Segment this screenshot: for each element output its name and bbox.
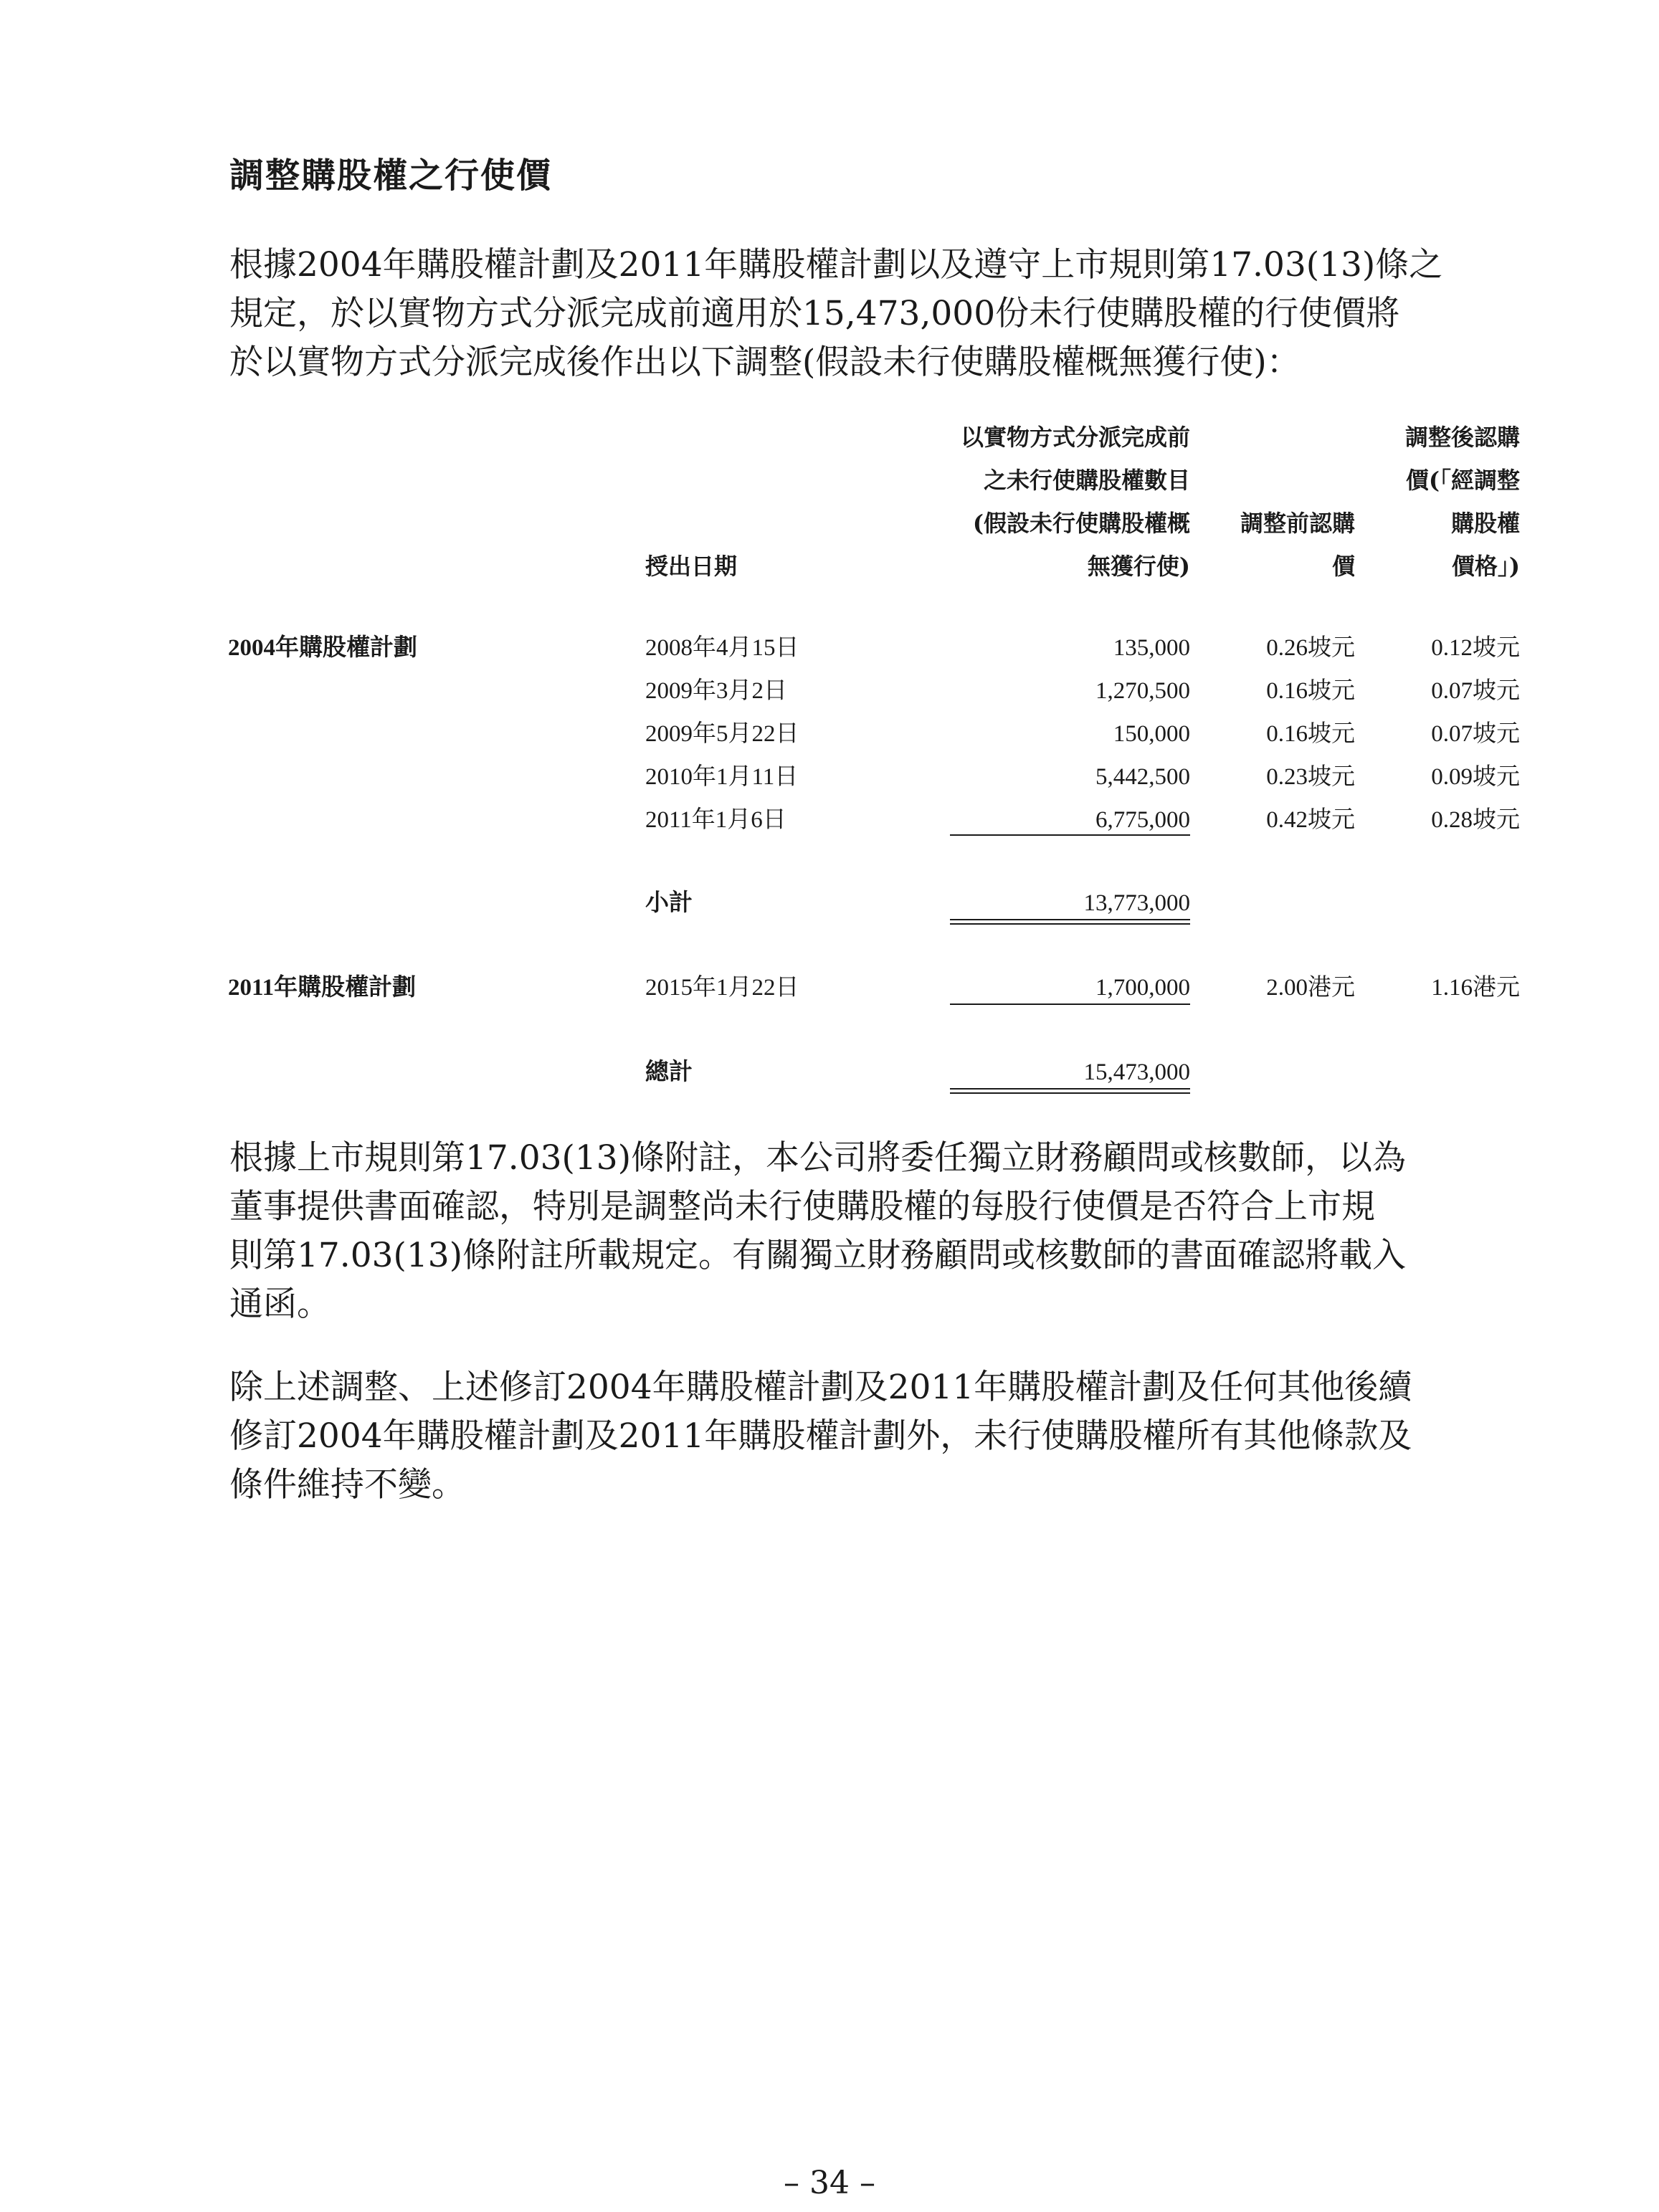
table-cell-count: 5,442,500 bbox=[1095, 764, 1190, 790]
page-number: – 34 – bbox=[784, 2165, 875, 2201]
table-cell-date: 2011年1月6日 bbox=[645, 807, 786, 833]
total-value: 15,473,000 bbox=[1083, 1059, 1190, 1085]
header-post-line: 價(「經調整 bbox=[1405, 467, 1520, 494]
double-underline-rule bbox=[950, 1088, 1190, 1094]
paragraph-line: 通函。 bbox=[229, 1284, 331, 1324]
section-title: 調整購股權之行使價 bbox=[229, 156, 553, 196]
header-count-line: 無獲行使) bbox=[1087, 553, 1190, 580]
underline-rule bbox=[950, 1003, 1190, 1005]
table-cell-post: 0.12坡元 bbox=[1431, 635, 1520, 661]
paragraph-line: 條件維持不變。 bbox=[229, 1465, 465, 1505]
table-cell-date: 2015年1月22日 bbox=[645, 975, 799, 1001]
table-cell-count: 1,270,500 bbox=[1095, 678, 1190, 704]
header-post-line: 購股權 bbox=[1450, 510, 1520, 537]
table-cell-pre: 0.26坡元 bbox=[1266, 635, 1355, 661]
header-outstanding-count bbox=[860, 416, 1190, 588]
table-cell-pre: 0.42坡元 bbox=[1266, 807, 1355, 833]
header-pre-line: 調整前認購 bbox=[1240, 510, 1355, 537]
header-post-price bbox=[1362, 416, 1520, 588]
table-cell-count: 150,000 bbox=[1113, 721, 1190, 747]
double-underline-rule bbox=[950, 919, 1190, 925]
terms-paragraph bbox=[229, 1363, 1517, 1510]
table-cell-post: 0.07坡元 bbox=[1431, 721, 1520, 747]
header-pre-price bbox=[1204, 502, 1355, 588]
table-cell-count: 1,700,000 bbox=[1095, 975, 1190, 1001]
table-cell-pre: 0.23坡元 bbox=[1266, 764, 1355, 790]
subtotal-value: 13,773,000 bbox=[1083, 890, 1190, 916]
total-label: 總計 bbox=[645, 1059, 693, 1085]
header-count-line: 以實物方式分派完成前 bbox=[960, 424, 1190, 451]
table-cell-count: 6,775,000 bbox=[1095, 807, 1190, 833]
header-post-line: 調整後認購 bbox=[1404, 424, 1520, 451]
table-cell-pre: 2.00港元 bbox=[1266, 975, 1355, 1001]
table-cell-date: 2009年3月2日 bbox=[645, 678, 787, 704]
header-count-line: 之未行使購股權數目 bbox=[983, 467, 1190, 494]
intro-line: 於以實物方式分派完成後作出以下調整(假設未行使購股權概無獲行使)： bbox=[229, 343, 1301, 382]
intro-paragraph bbox=[229, 241, 1517, 387]
table-cell-count: 135,000 bbox=[1113, 635, 1190, 661]
plan-2004-label: 2004年購股權計劃 bbox=[228, 635, 417, 661]
intro-line: 規定，於以實物方式分派完成前適用於15,473,000份未行使購股權的行使價將 bbox=[229, 294, 1400, 333]
table-cell-pre: 0.16坡元 bbox=[1266, 721, 1355, 747]
underline-rule bbox=[950, 834, 1190, 836]
paragraph-line: 則第17.03(13)條附註所載規定。有關獨立財務顧問或核數師的書面確認將載入 bbox=[229, 1236, 1407, 1275]
table-cell-post: 0.09坡元 bbox=[1431, 764, 1520, 790]
table-cell-date: 2009年5月22日 bbox=[645, 721, 799, 747]
paragraph-line: 修訂2004年購股權計劃及2011年購股權計劃外，未行使購股權所有其他條款及 bbox=[229, 1416, 1412, 1456]
paragraph-line: 董事提供書面確認，特別是調整尚未行使購股權的每股行使價是否符合上市規 bbox=[229, 1187, 1375, 1226]
table-cell-post: 0.07坡元 bbox=[1431, 678, 1520, 704]
paragraph-line: 根據上市規則第17.03(13)條附註，本公司將委任獨立財務顧問或核數師，以為 bbox=[229, 1138, 1407, 1178]
table-cell-post: 0.28坡元 bbox=[1431, 807, 1520, 833]
header-count-line: (假設未行使購股權概 bbox=[972, 510, 1190, 537]
header-pre-line: 價 bbox=[1331, 553, 1355, 580]
header-grant-date: 授出日期 bbox=[645, 553, 738, 580]
table-cell-pre: 0.16坡元 bbox=[1266, 678, 1355, 704]
table-cell-date: 2010年1月11日 bbox=[645, 764, 799, 790]
advisor-paragraph bbox=[229, 1134, 1517, 1329]
subtotal-label: 小計 bbox=[645, 890, 693, 916]
plan-2011-label: 2011年購股權計劃 bbox=[228, 975, 417, 1001]
table-cell-post: 1.16港元 bbox=[1431, 975, 1520, 1001]
header-post-line: 價格」) bbox=[1451, 553, 1520, 580]
paragraph-line: 除上述調整、上述修訂2004年購股權計劃及2011年購股權計劃及任何其他後續 bbox=[229, 1368, 1412, 1407]
intro-line: 根據2004年購股權計劃及2011年購股權計劃以及遵守上市規則第17.03(13)條之 bbox=[229, 245, 1443, 285]
table-cell-date: 2008年4月15日 bbox=[645, 635, 799, 661]
